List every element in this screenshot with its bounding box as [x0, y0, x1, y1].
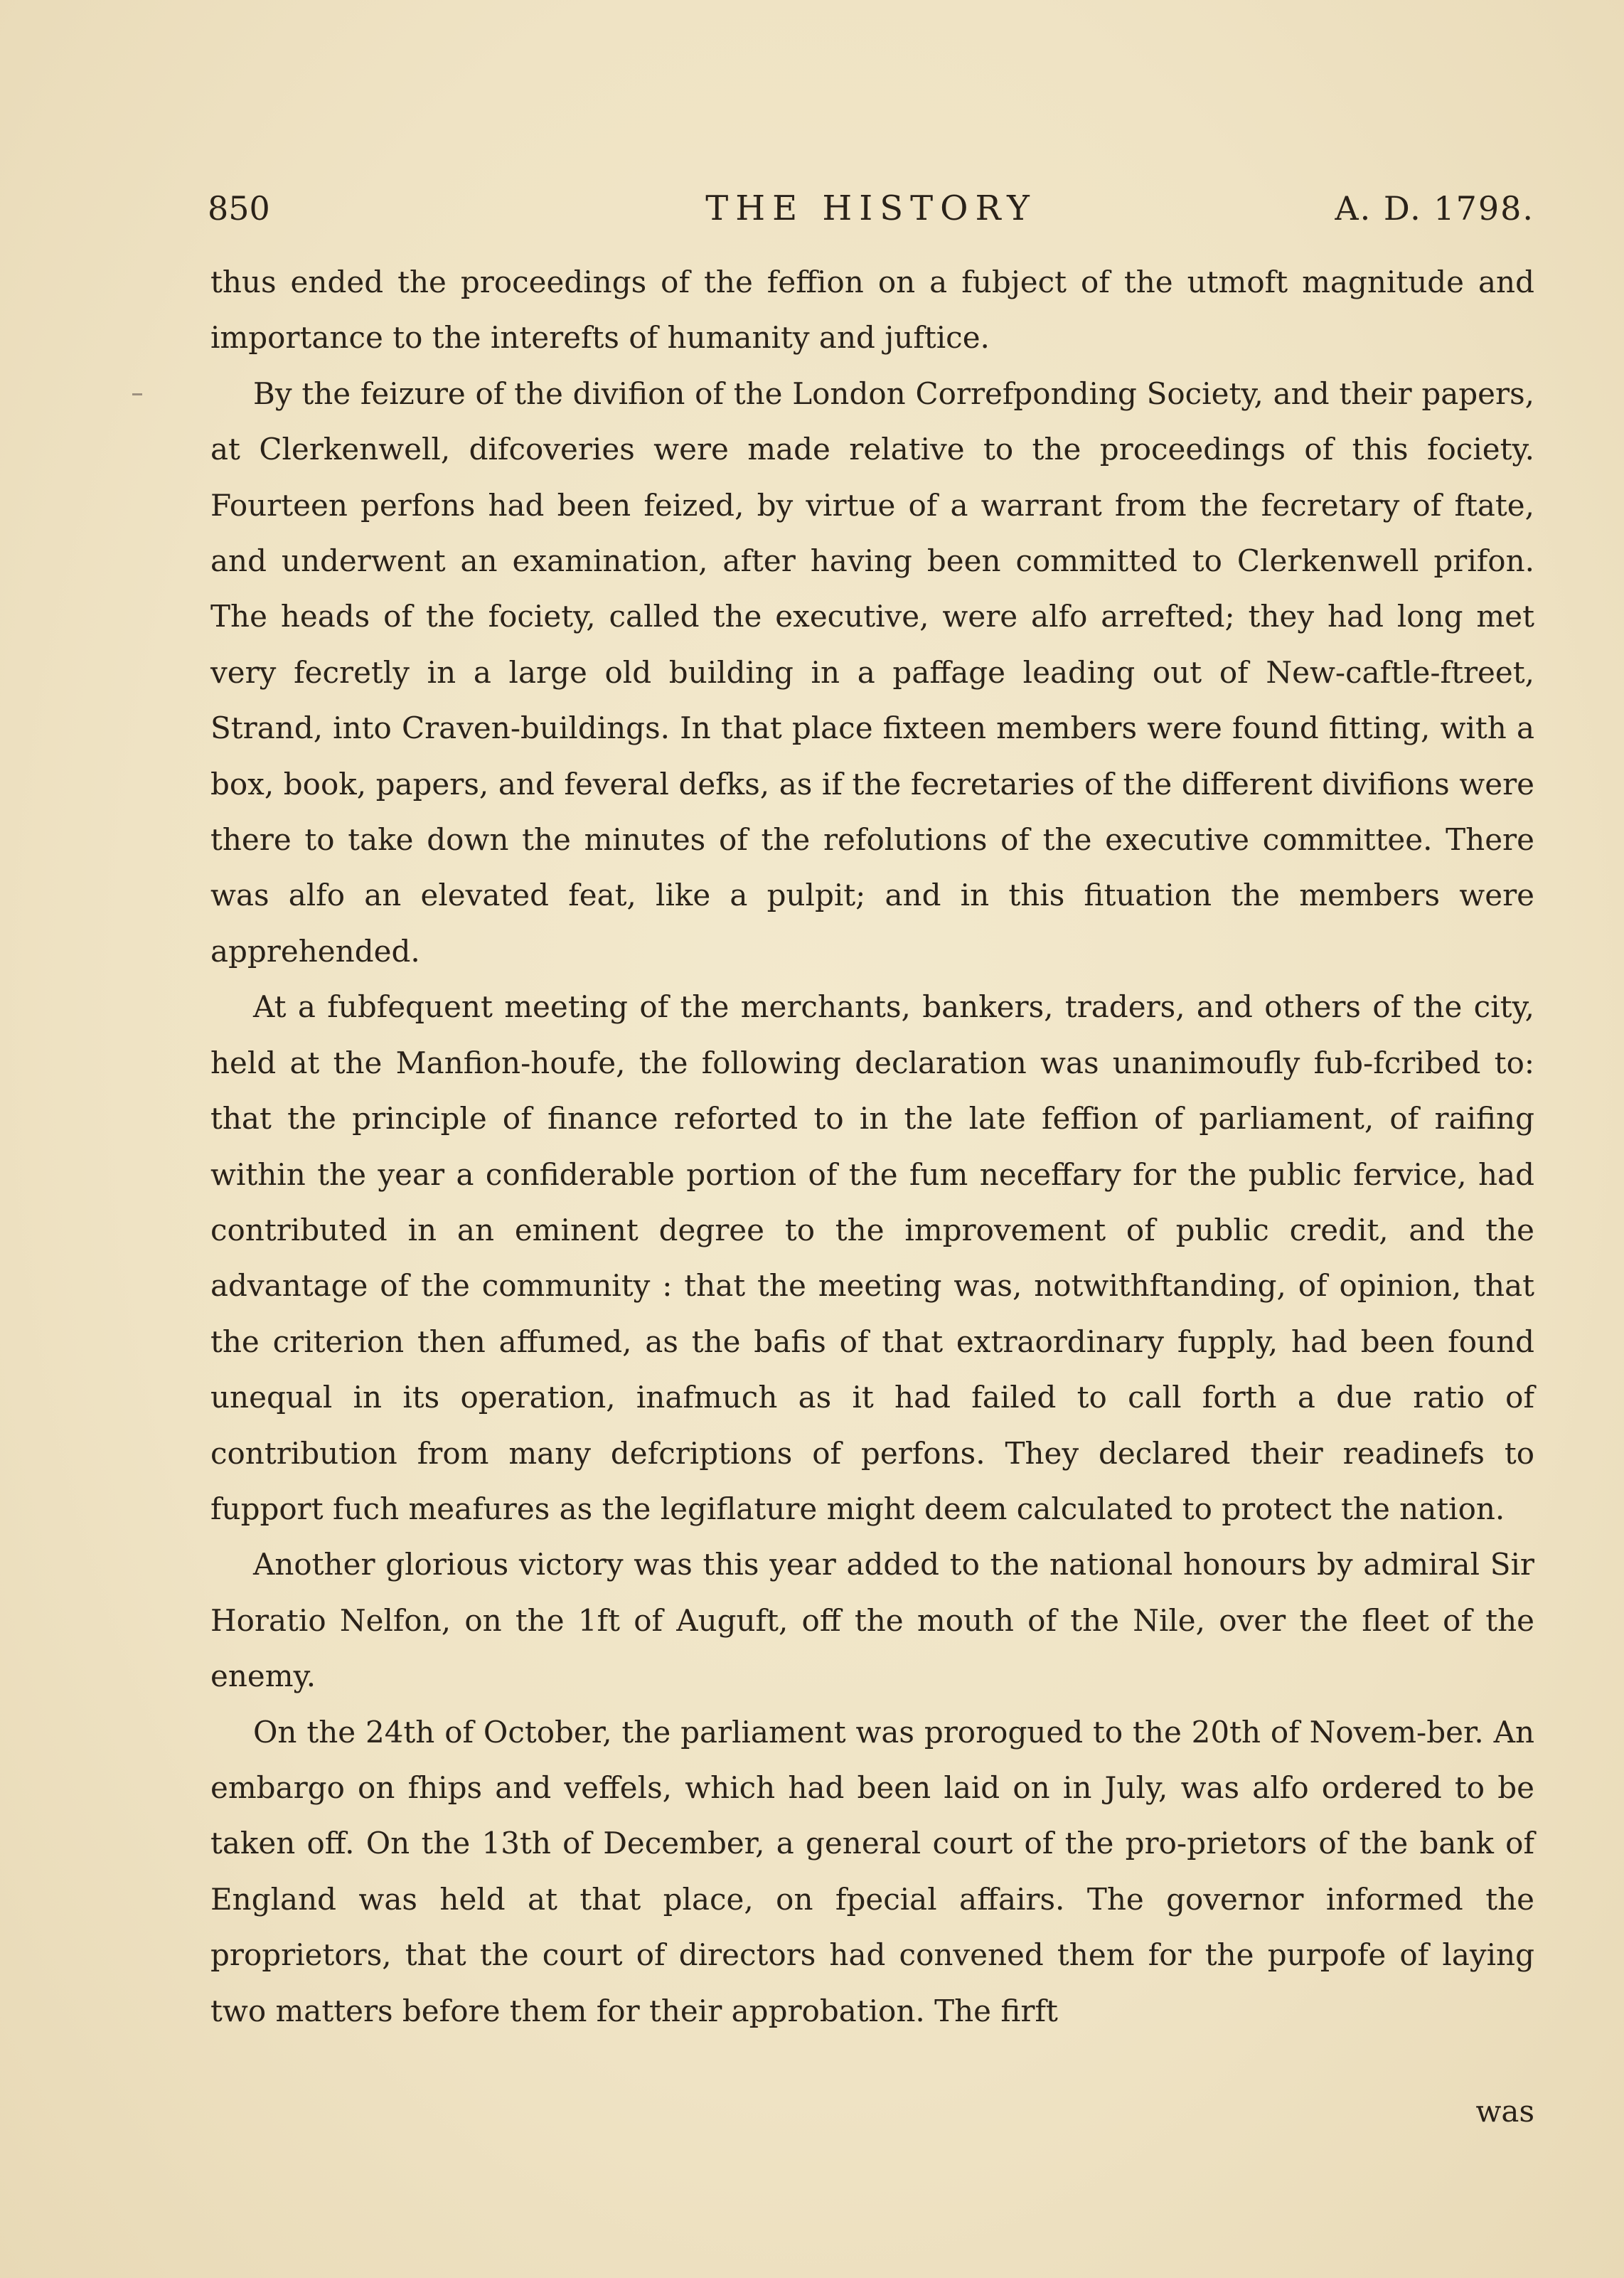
page-header [208, 183, 1534, 233]
paragraph: Another glorious victory was this year added to the national honours by admiral Sir Horatio Nelfon, on the 1ft of Auguft, off the mouth of the Nile, over the fleet of the enemy. [210, 1547, 1534, 1694]
catchword: was [1475, 2094, 1534, 2129]
margin-dash [132, 393, 142, 395]
page-number: 850 [208, 189, 270, 228]
paragraph: By the feizure of the divifion of the London Correfponding Society, and their papers, at Clerkenwell, difcoveries were made relative to the proceedings of this fociety. Fourteen perfons had been feized, by virtue of a warrant from the fecretary of ftate, and underwent an examination, after having been committed to Clerkenwell prifon. The heads of the fociety, called the executive, were alfo arrefted; they had long met very fecretly in a large old building in a paffage leading out of New-caftle-ftreet, Strand, into Craven-buildings. In that place fixteen members were found fitting, with a box, book, papers, and feveral defks, as if the fecretaries of the different divifions were there to take down the minutes of the refolutions of the executive committee. There was alfo an elevated feat, like a pulpit; and in this fituation the members were apprehended. [210, 376, 1534, 969]
paragraph: thus ended the proceedings of the feffion on a fubject of the utmoft magnitude and importance to the interefts of humanity and juftice. [210, 265, 1534, 356]
paragraph: At a fubfequent meeting of the merchants, bankers, traders, and others of the city, held at the Manfion-houfe, the following declaration was unanimoufly fub-fcribed to: that the principle of finance reforted to in the late feffion of parliament, of raifing within the year a confiderable portion of the fum neceffary for the public fervice, had contributed in an eminent degree to the improvement of public credit, and the advantage of the community : that the meeting was, notwithftanding, of opinion, that the criterion then affumed, as the bafis of that extraordinary fupply, had been found unequal in its operation, inafmuch as it had failed to call forth a due ratio of contribution from many defcriptions of perfons. They declared their readinefs to fupport fuch meafures as the legiflature might deem calculated to protect the nation. [210, 989, 1534, 1526]
year-heading: A. D. 1798. [1335, 189, 1534, 228]
running-title: THE HISTORY [705, 188, 1037, 228]
paragraph: On the 24th of October, the parliament was prorogued to the 20th of Novem-ber. An embargo on fhips and veffels, which had been laid on in July, was alfo ordered to be taken off. On the 13th of December, a general court of the pro-prietors of the bank of England was held at that place, on fpecial affairs. The governor informed the proprietors, that the court of directors had convened them for the purpofe of laying two matters before them for their approbation. The firft [210, 1714, 1534, 2028]
body-text [210, 255, 1534, 2039]
